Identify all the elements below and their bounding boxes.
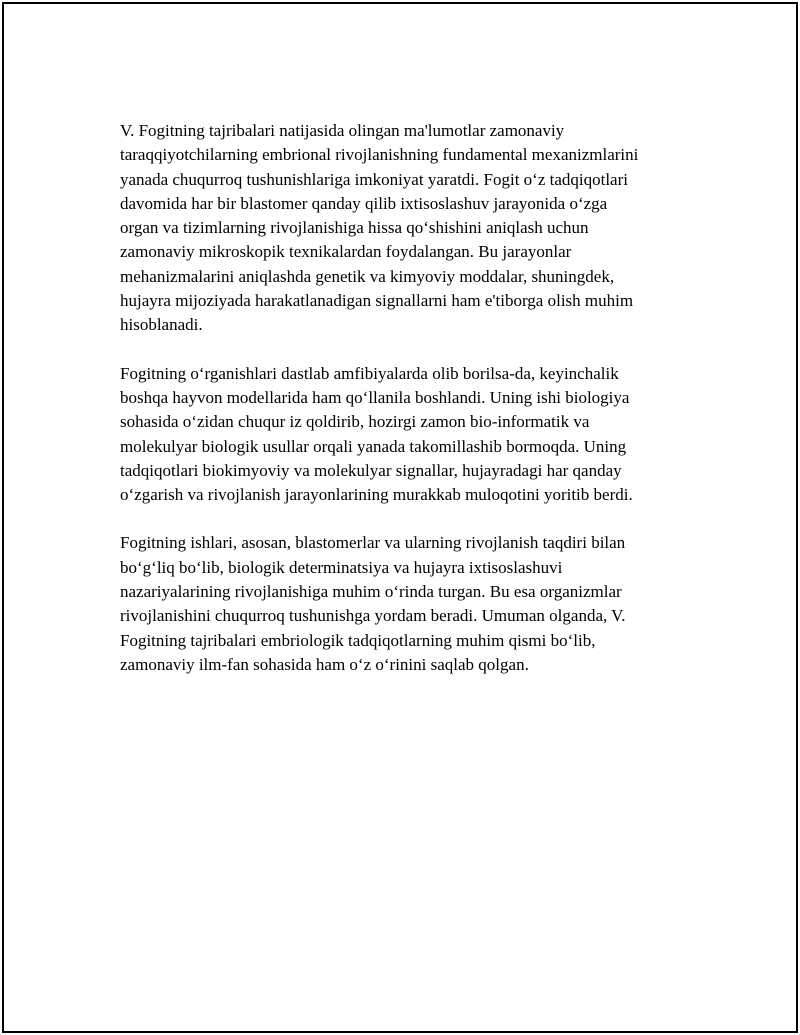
paragraph-3: Fogitning ishlari, asosan, blastomerlar va ularning rivojlanish taqdiri bilan bo‘g‘liq bo‘lib, biologik determinatsiya va hujayra ixtisoslashuvi nazariyalarining rivojlanishiga muhim o‘rinda turgan. Bu esa organizmlar rivojlanishini chuqurroq tushunishga yordam beradi. Umuman olganda, V. Fogitning tajribalari embriologik tadqiqotlarning muhim qismi bo‘lib, zamonaviy ilm-fan sohasida ham o‘z o‘rinini saqlab qolgan. — [120, 533, 626, 674]
page-border — [2, 2, 798, 1033]
paragraph-2: Fogitning o‘rganishlari dastlab amfibiyalarda olib borilsa-da, keyinchalik boshqa hayvon modellarida ham qo‘llanila boshlandi. Uning ishi biologiya sohasida o‘zidan chuqur iz qoldirib, hozirgi zamon bio-informatik va molekulyar biologik usullar orqali yanada takomillashib bormoqda. Uning tadqiqotlari biokimyoviy va molekulyar signallar, hujayradagi har qanday o‘zgarish va rivojlanish jarayonlarining murakkab muloqotini yoritib berdi. — [120, 363, 633, 505]
paragraph-1: V. Fogitning tajribalari natijasida olingan ma'lumotlar zamonaviy taraqqiyotchilarning embrional rivojlanishning fundamental mexanizmlarini yanada chuqurroq tushunishlariga imkoniyat yaratdi. Fogit o‘z tadqiqotlari davomida har bir blastomer qanday qilib ixtisoslashuv jarayonida o‘zga organ va tizimlarning rivojlanishiga hissa qo‘shishini aniqlash uchun zamonaviy mikroskopik texnikalardan foydalangan. Bu jarayonlar mehanizmalarini aniqlashda genetik va kimyoviy moddalar, shuningdek, hujayra mijoziyada harakatlanadigan signallarni ham e'tiborga olish muhim hisoblanadi. — [120, 121, 639, 335]
document-body — [120, 119, 700, 701]
